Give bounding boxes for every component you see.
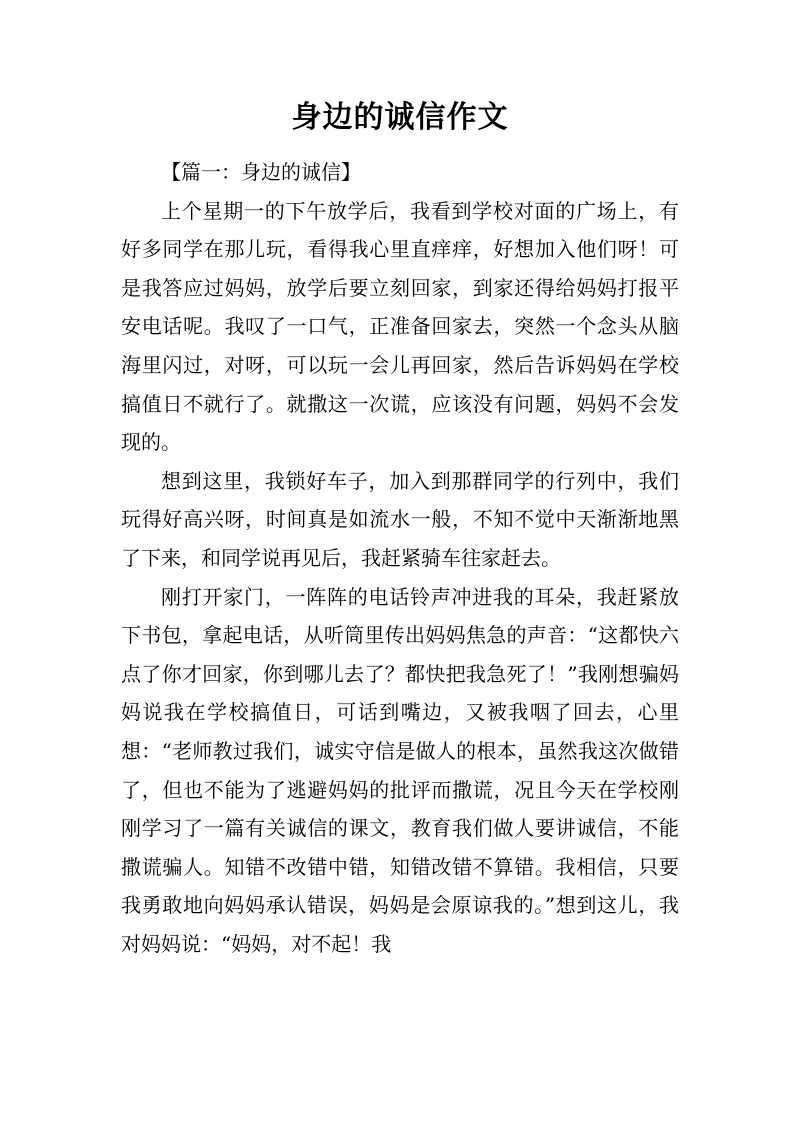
section-heading: 【篇一：身边的诚信】 (161, 160, 361, 184)
document-body (121, 153, 679, 963)
paragraph-2: 想到这里，我锁好车子，加入到那群同学的行列中，我们玩得好高兴呀，时间真是如流水一般，不知不觉中天渐渐地黑了下来，和同学说再见后，我赶紧骑车往家赶去。 (121, 468, 679, 570)
paragraph-1: 上个星期一的下午放学后，我看到学校对面的广场上，有好多同学在那儿玩，看得我心里直痒痒，好想加入他们呀！可是我答应过妈妈，放学后要立刻回家，到家还得给妈妈打报平安电话呢。我叹了一口气，正准备回家去，突然一个念头从脑海里闪过，对呀，可以玩一会儿再回家，然后告诉妈妈在学校搞值日不就行了。就撒这一次谎，应该没有问题，妈妈不会发现的。 (121, 198, 679, 455)
paragraph-3: 刚打开家门，一阵阵的电话铃声冲进我的耳朵，我赶紧放下书包，拿起电话，从听筒里传出妈妈焦急的声音：“这都快六点了你才回家，你到哪儿去了？都快把我急死了！”我刚想骗妈妈说我在学校搞值日，可话到嘴边，又被我咽了回去，心里想：“老师教过我们，诚实守信是做人的根本，虽然我这次做错了，但也不能为了逃避妈妈的批评而撒谎，况且今天在学校刚刚学习了一篇有关诚信的课文，教育我们做人要讲诚信，不能撒谎骗人。知错不改错中错，知错改错不算错。我相信，只要我勇敢地向妈妈承认错误，妈妈是会原谅我的。”想到这儿，我对妈妈说：“妈妈，对不起！我 (121, 584, 679, 956)
document-title: 身边的诚信作文 (291, 100, 509, 135)
